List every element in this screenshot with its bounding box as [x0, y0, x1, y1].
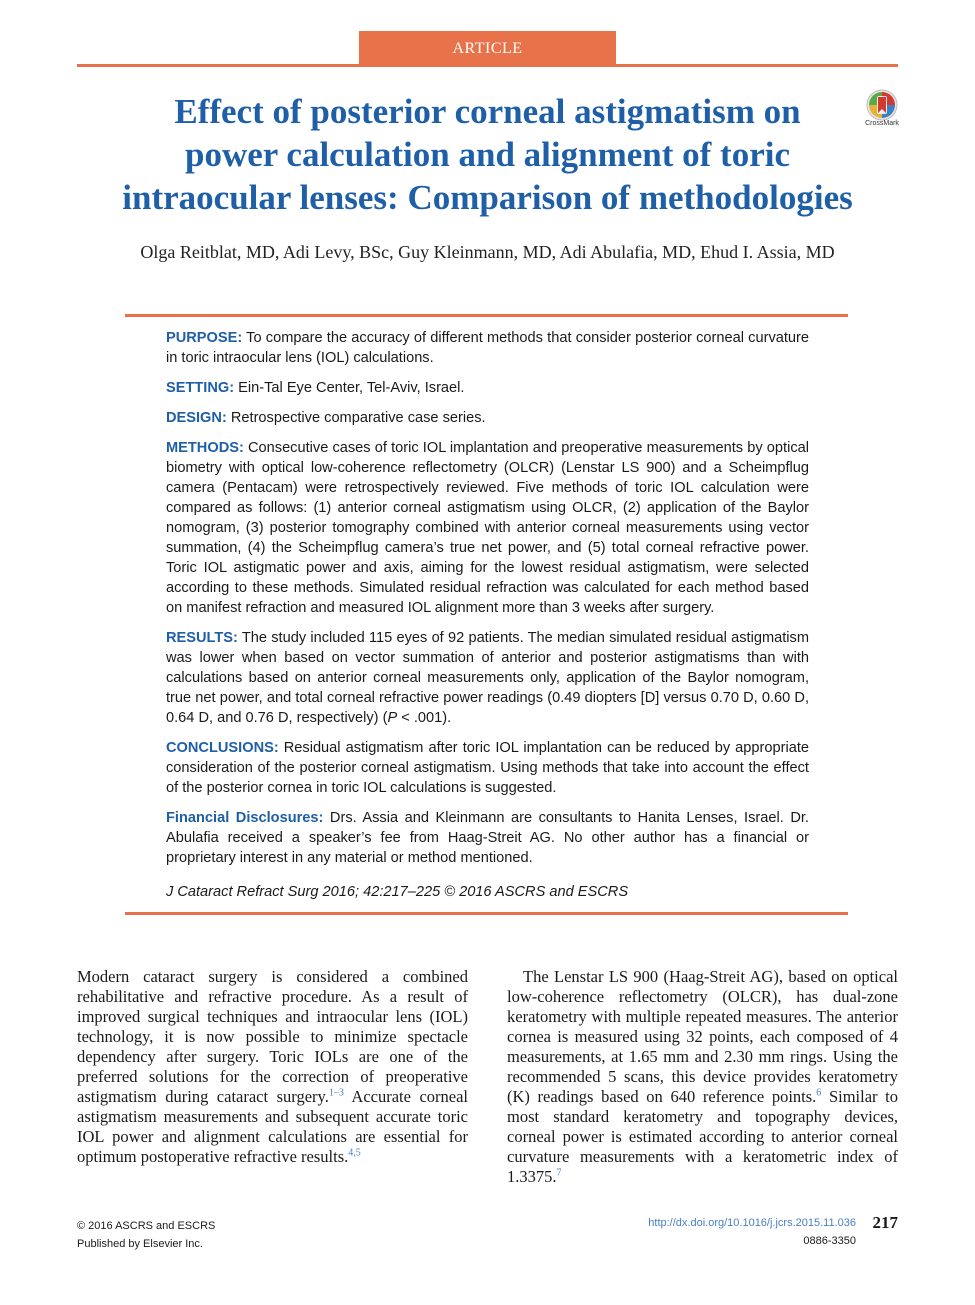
title-line-1: Effect of posterior corneal astigmatism on: [174, 92, 801, 131]
page-number: 217: [872, 1213, 898, 1232]
design-label: DESIGN:: [166, 410, 227, 426]
article-type-tab: ARTICLE: [359, 31, 616, 67]
conclusions-text: Residual astigmatism after toric IOL implantation can be reduced by appropriate consideration of the posterior corneal astigmatism. Using methods that take into account the effect of the posterior cornea in toric IOL calculations is suggested.: [166, 740, 809, 796]
lenstar-text-1: The Lenstar LS 900 (Haag-Streit AG), based on optical low-coherence reflectometry (OLCR), has dual-zone keratometry with multiple repeated measures. The anterior cornea is measured using 32 points, each composed of 4 measurements, at 1.65 mm and 2.30 mm rings. Using the recommended 5 scans, this device provides keratometry (K) readings based on 640 reference points.: [507, 967, 898, 1106]
reference-link-4-5[interactable]: 4,5: [348, 1147, 361, 1159]
footer-publisher: Published by Elsevier Inc.: [77, 1238, 203, 1250]
methods-text: Consecutive cases of toric IOL implantation and preoperative measurements by optical biometry with optical low-coherence reflectometry (OLCR) (Lenstar LS 900) and a Scheimpflug camera (Pentacam) were retrospectively reviewed. Five methods of toric IOL calculation were compared as follows: (1) anterior corneal astigmatism using OLCR, (2) application of the Baylor nomogram, (3) posterior tomography combined with anterior corneal measurements using vector summation, (4) the Scheimpflug camera’s true net power, and (5) total corneal refractive power. Toric IOL astigmatic power and axis, aiming for the lowest residual astigmatism, were selected according to these methods. Simulated residual refraction was calculated for each method based on manifest refraction and measured IOL alignment more than 3 weeks after surgery.: [166, 440, 809, 616]
purpose-label: PURPOSE:: [166, 330, 243, 346]
abstract-bottom-rule: [125, 912, 848, 915]
setting-label: SETTING:: [166, 380, 235, 396]
body-column-left: [77, 967, 468, 1167]
footer-copyright: © 2016 ASCRS and ESCRS: [77, 1220, 216, 1232]
journal-citation: J Cataract Refract Surg 2016; 42:217–225 © 2016 ASCRS and ESCRS: [166, 884, 629, 900]
purpose-text: To compare the accuracy of different methods that consider posterior corneal curvature in toric intraocular lens (IOL) calculations.: [166, 330, 809, 366]
intro-text-2: Accurate corneal astigmatism measurements and subsequent accurate toric IOL power and alignment calculations are essential for optimum postoperative refractive results.: [77, 1087, 468, 1166]
crossmark-label: CrossMark: [865, 120, 899, 127]
intro-paragraph: [77, 967, 468, 1167]
results-p-symbol: P: [387, 710, 398, 726]
reference-link-7[interactable]: 7: [556, 1167, 562, 1179]
title-line-3: intraocular lenses: Comparison of methodologies: [122, 178, 853, 217]
abstract-purpose: [166, 328, 809, 368]
lenstar-paragraph: [507, 967, 898, 1187]
abstract-disclosures: [166, 808, 809, 868]
results-label: RESULTS:: [166, 630, 238, 646]
reference-link-1-3[interactable]: 1–3: [328, 1087, 344, 1099]
abstract-design: [166, 408, 809, 428]
conclusions-label: CONCLUSIONS:: [166, 740, 279, 756]
lenstar-text-2: Similar to most standard keratometry and topography devices, corneal power is estimated according to anterior corneal curvature measurements with a keratometric index of 1.3375.: [507, 1087, 898, 1186]
disclosures-label: Financial Disclosures:: [166, 810, 324, 826]
abstract-methods: [166, 438, 809, 618]
body-column-right: [507, 967, 898, 1187]
setting-text: Ein-Tal Eye Center, Tel-Aviv, Israel.: [234, 380, 465, 396]
article-title: [77, 90, 898, 219]
results-text: The study included 115 eyes of 92 patients. The median simulated residual astigmatism was lower when based on vector summation of anterior and posterior astigmatisms than with calculations based on anterior corneal measurements only, application of the Baylor nomogram, true net power, and total corneal refractive power readings (0.49 diopters [D] versus 0.70 D, 0.60 D, 0.64 D, and 0.76 D, respectively) (: [166, 630, 809, 726]
title-line-2: power calculation and alignment of toric: [184, 135, 790, 174]
abstract-results: [166, 628, 809, 728]
abstract-conclusions: [166, 738, 809, 798]
abstract-top-rule: [125, 314, 848, 317]
disclosures-text: Drs. Assia and Kleinmann are consultants to Hanita Lenses, Israel. Dr. Abulafia received a speaker’s fee from Haag-Streit AG. No other author has a financial or proprietary interest in any material or method mentioned.: [166, 810, 809, 866]
reference-link-6[interactable]: 6: [816, 1087, 822, 1099]
design-text: Retrospective comparative case series.: [226, 410, 486, 426]
results-text-end: < .001).: [397, 710, 452, 726]
abstract: [166, 328, 809, 912]
abstract-setting: [166, 378, 809, 398]
author-list: Olga Reitblat, MD, Adi Levy, BSc, Guy Kleinmann, MD, Adi Abulafia, MD, Ehud I. Assia, MD: [140, 242, 835, 262]
methods-label: METHODS:: [166, 440, 244, 456]
issn: 0886-3350: [803, 1235, 856, 1247]
intro-text-1: Modern cataract surgery is considered a combined rehabilitative and refractive procedure. As a result of improved surgical techniques and intraocular lens (IOL) technology, it is now possible to minimize spectacle dependency after surgery. Toric IOLs are one of the preferred solutions for the correction of preoperative astigmatism during cataract surgery.: [77, 967, 468, 1106]
footer-publisher-info: [77, 1217, 215, 1253]
doi-link[interactable]: http://dx.doi.org/10.1016/j.jcrs.2015.11.036: [648, 1217, 856, 1229]
